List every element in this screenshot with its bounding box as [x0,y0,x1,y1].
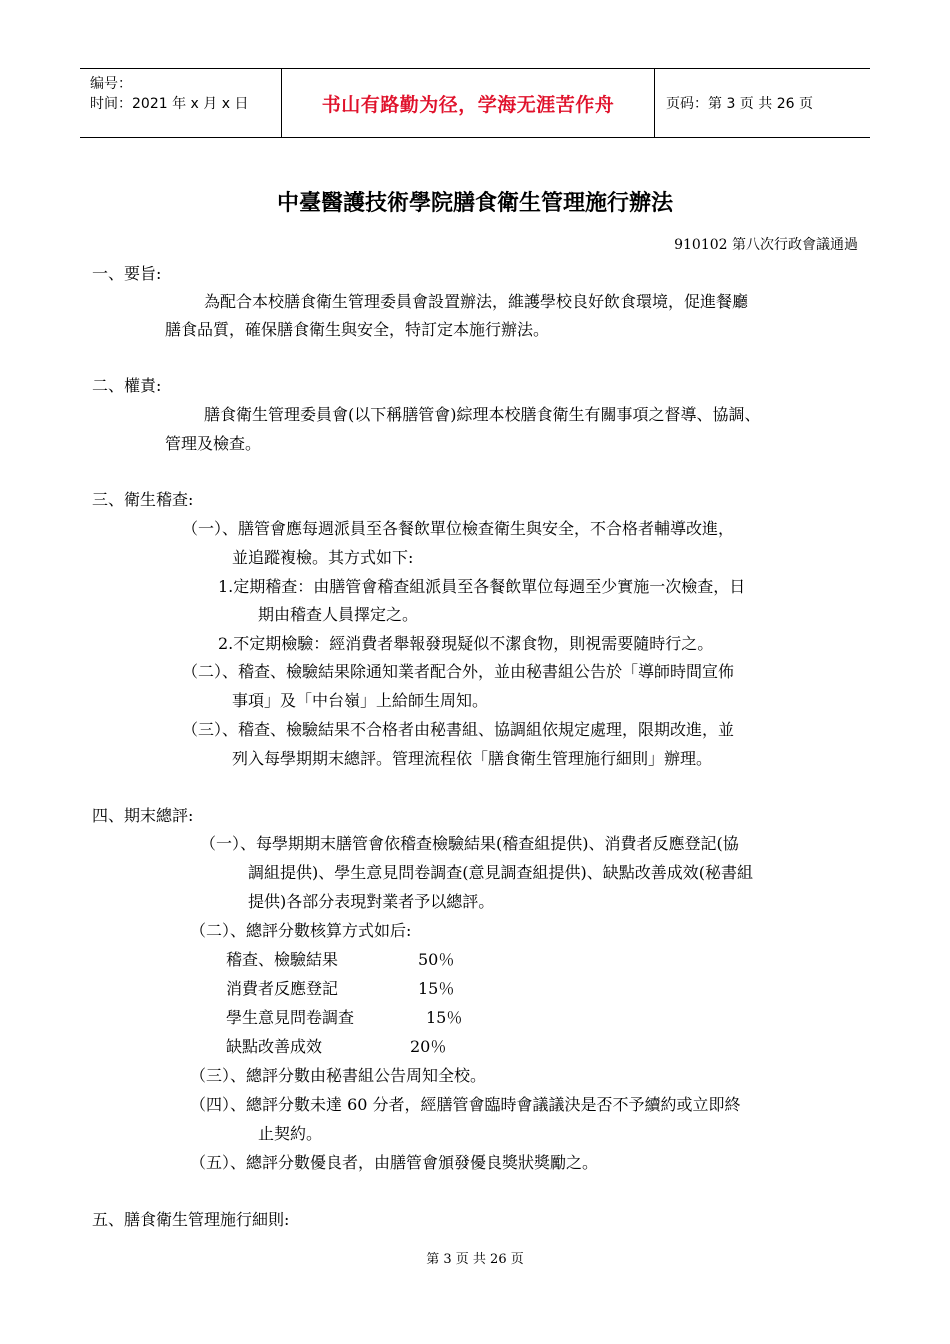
paragraph-line: 期由稽查人員擇定之。 [258,605,419,624]
section-2-heading: 二、權責: [92,376,162,395]
paragraph-line: 提供)各部分表現對業者予以總評。 [248,892,495,911]
paragraph-line: 2.不定期檢驗：經消費者舉報發現疑似不潔食物，則視需要隨時行之。 [218,634,714,653]
number-label: 编号： [90,76,132,92]
score-pct: 15％ [418,979,455,998]
score-item: 學生意見問卷調查 [226,1008,355,1027]
paragraph-line: 膳食品質，確保膳食衛生與安全，特訂定本施行辦法。 [165,320,550,339]
score-pct: 20％ [410,1037,447,1056]
score-pct: 15％ [426,1008,463,1027]
paragraph-line: 管理及檢查。 [165,434,262,453]
score-item: 稽查、檢驗結果 [226,950,339,969]
header-page-cell [654,69,870,137]
paragraph-line: （五）、總評分數優良者，由膳管會頒發優良獎狀獎勵之。 [190,1153,599,1172]
section-1-heading: 一、要旨: [92,264,162,283]
score-item: 缺點改善成效 [226,1037,323,1056]
paragraph-line: 並追蹤複檢。其方式如下: [232,548,414,567]
header-meta [80,69,280,137]
paragraph-line: 膳食衛生管理委員會(以下稱膳管會)綜理本校膳食衛生有關事項之督導、協調、 [204,405,761,424]
page-code: 页码：第 3 页 共 26 页 [666,96,813,112]
paragraph-line: 止契約。 [258,1124,323,1143]
score-item: 消費者反應登記 [226,979,339,998]
header-motto-cell [281,69,655,137]
section-3-heading: 三、衛生稽查: [92,490,194,509]
paragraph-line: 事項」及「中台嶺」上給師生周知。 [232,691,489,710]
section-5-heading: 五、膳食衛生管理施行細則: [92,1210,290,1229]
paragraph-line: 1.定期稽查：由膳管會稽查組派員至各餐飲單位每週至少實施一次檢查，日 [218,577,746,596]
motto: 书山有路勤为径，学海无涯苦作舟 [321,93,615,116]
paragraph-line: （四）、總評分數未達 60 分者，經膳管會臨時會議議決是否不予續約或立即終 [190,1095,741,1114]
approval-note: 910102 第八次行政會議通過 [674,237,858,253]
paragraph-line: （二）、稽查、檢驗結果除通知業者配合外，並由秘書組公告於「導師時間宣佈 [182,662,735,681]
paragraph-line: （一）、膳管會應每週派員至各餐飲單位檢查衛生與安全，不合格者輔導改進， [182,519,735,538]
page-footer: 第 3 页 共 26 页 [426,1252,524,1267]
paragraph-line: （三）、稽查、檢驗結果不合格者由秘書組、協調組依規定處理，限期改進，並 [182,720,735,739]
paragraph-line: （一）、每學期期末膳管會依稽查檢驗結果(稽查組提供)、消費者反應登記(協 [200,834,739,853]
paragraph-line: （二）、總評分數核算方式如后: [190,921,412,940]
paragraph-line: （三）、總評分數由秘書組公告周知全校。 [190,1066,487,1085]
page-header [80,68,870,138]
score-pct: 50％ [418,950,455,969]
paragraph-line: 為配合本校膳食衛生管理委員會設置辦法，維護學校良好飲食環境，促進餐廳 [204,292,749,311]
section-4-heading: 四、期末總評: [92,806,194,825]
paragraph-line: 列入每學期期末總評。管理流程依「膳食衛生管理施行細則」辦理。 [232,749,713,768]
document-title: 中臺醫護技術學院膳食衛生管理施行辦法 [276,190,673,216]
time-label: 时间：2021 年 x 月 x 日 [90,96,249,112]
paragraph-line: 調組提供)、學生意見問卷調查(意見調查組提供)、缺點改善成效(秘書組 [248,863,753,882]
